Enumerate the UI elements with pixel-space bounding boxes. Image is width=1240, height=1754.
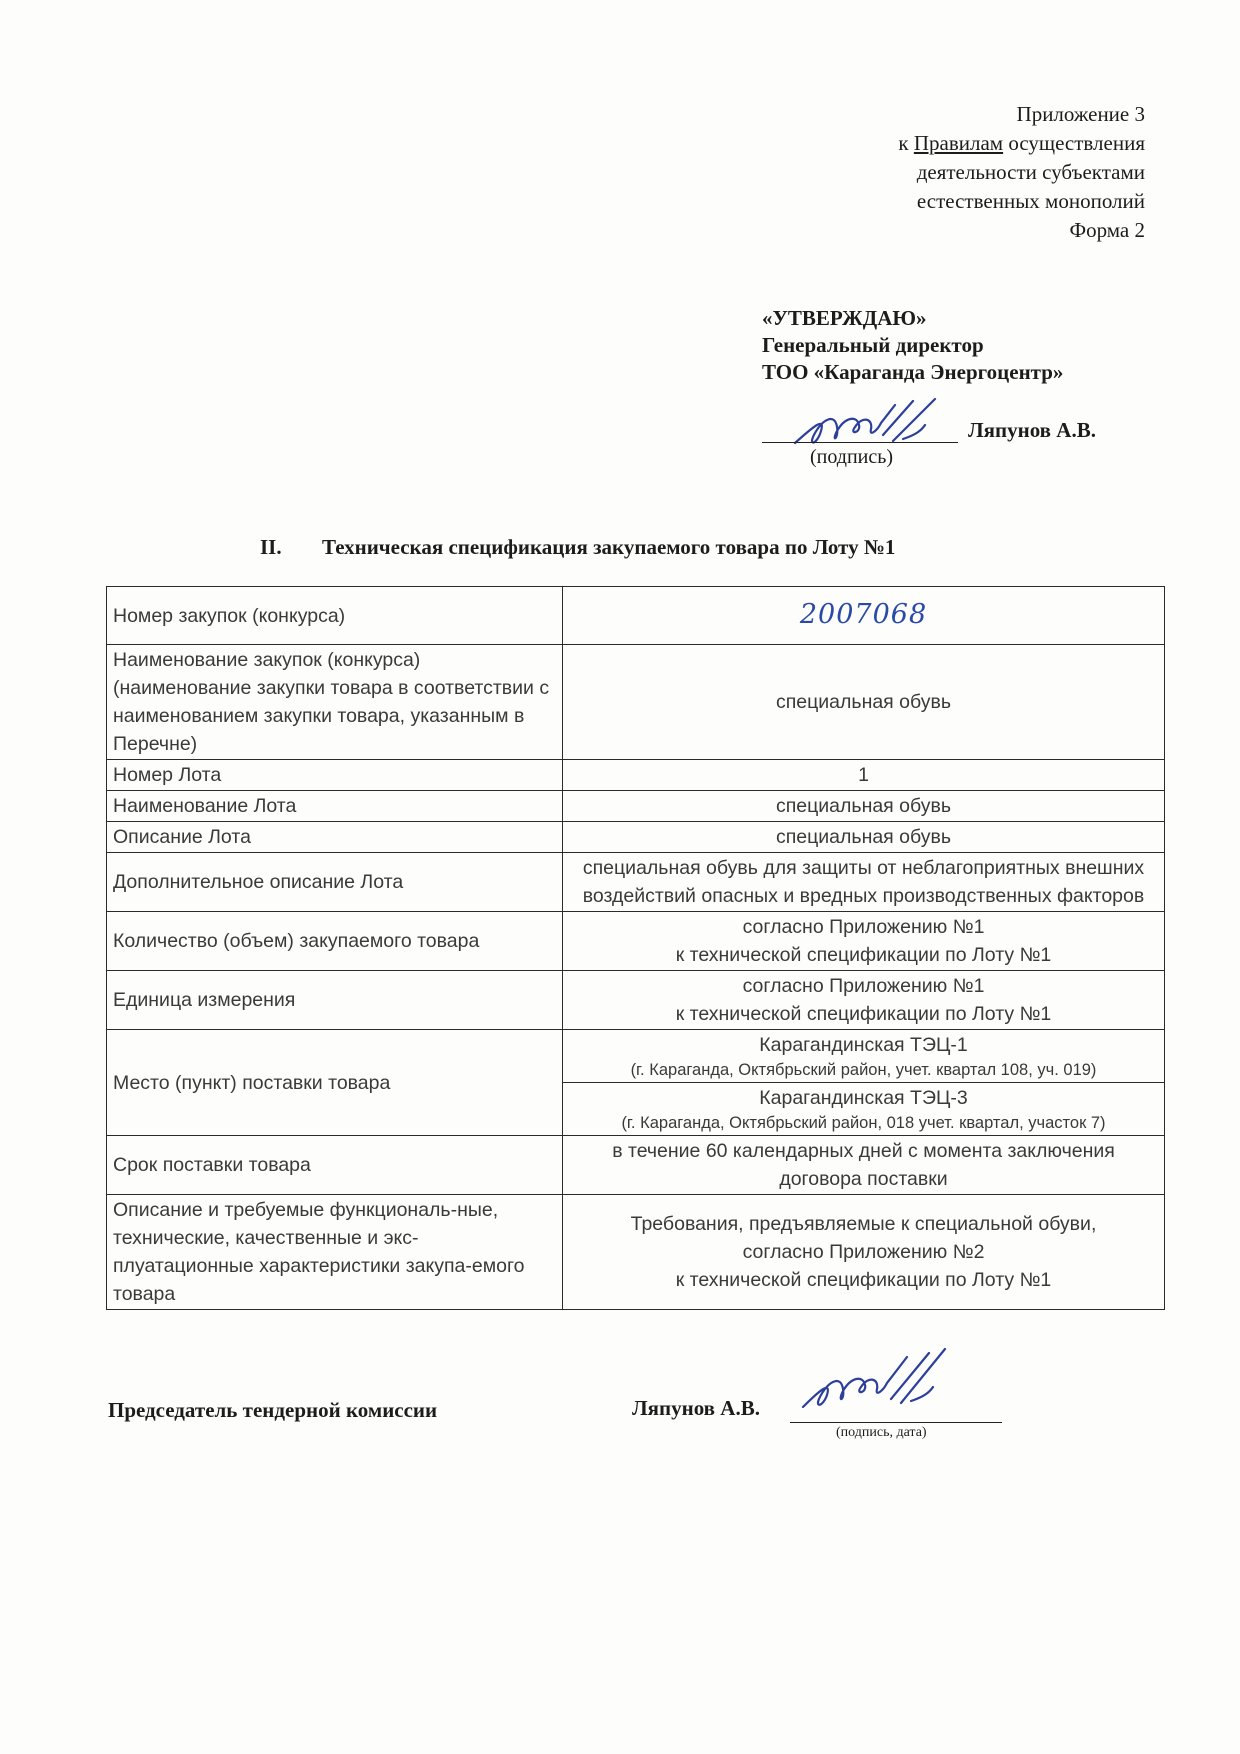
procurement-number-label: Номер закупок (конкурса) (107, 587, 563, 645)
lot-number-value: 1 (563, 760, 1165, 791)
delivery-place-label: Место (пункт) поставки товара (107, 1030, 563, 1136)
lot-extra-description-label: Дополнительное описание Лота (107, 853, 563, 912)
table-row (107, 760, 1165, 791)
appendix-line-4: естественных монополий (916, 189, 1145, 213)
lot-extra-description-value: специальная обувь для защиты от неблагоприятных внешних воздействий опасных и вредных производственных факторов (563, 853, 1165, 912)
section-title: Техническая спецификация закупаемого товара по Лоту №1 (322, 535, 896, 559)
requirements-label: Описание и требуемые функциональ-ные, технические, качественные и экс-плуатационные характеристики закупа-емого товара (107, 1195, 563, 1310)
appendix-reference (898, 100, 1145, 245)
approval-heading: «УТВЕРЖДАЮ» (762, 306, 927, 330)
approver-name: Ляпунов А.В. (968, 418, 1096, 442)
appendix-number: Приложение 3 (1016, 102, 1145, 126)
lot-name-value: специальная обувь (563, 791, 1165, 822)
procurement-number-value (563, 587, 1165, 645)
table-row (107, 645, 1165, 760)
chair-signature-line (790, 1422, 1002, 1423)
table-row (107, 1195, 1165, 1310)
chair-signature-caption: (подпись, дата) (836, 1425, 927, 1440)
unit-label: Единица измерения (107, 971, 563, 1030)
handwritten-number: 2007068 (799, 598, 928, 630)
table-row (107, 791, 1165, 822)
lot-number-label: Номер Лота (107, 760, 563, 791)
approval-block (762, 305, 1063, 386)
unit-value: согласно Приложению №1 к технической спецификации по Лоту №1 (563, 971, 1165, 1030)
chair-signature (795, 1345, 965, 1425)
table-row (107, 853, 1165, 912)
appendix-line-3: деятельности субъектами (916, 160, 1145, 184)
commission-chair-name: Ляпунов А.В. (632, 1396, 760, 1420)
requirements-value: Требования, предъявляемые к специальной обуви, согласно Приложению №2 к технической спецификации по Лоту №1 (563, 1195, 1165, 1310)
delivery-place-1: Карагандинская ТЭЦ-1 (г. Караганда, Октябрьский район, учет. квартал 108, уч. 019) (563, 1030, 1165, 1083)
appendix-rules-line: к Правилам осуществления (898, 131, 1145, 155)
delivery-term-value: в течение 60 календарных дней с момента заключения договора поставки (563, 1136, 1165, 1195)
rules-link[interactable]: Правилам (913, 131, 1004, 155)
table-row (107, 822, 1165, 853)
table-row (107, 912, 1165, 971)
quantity-value: согласно Приложению №1 к технической спецификации по Лоту №1 (563, 912, 1165, 971)
table-row (107, 587, 1165, 645)
section-heading (260, 535, 895, 560)
table-row (107, 1030, 1165, 1083)
procurement-name-value: специальная обувь (563, 645, 1165, 760)
form-number: Форма 2 (1069, 218, 1145, 242)
quantity-label: Количество (объем) закупаемого товара (107, 912, 563, 971)
signature-caption: (подпись) (810, 446, 894, 468)
procurement-name-label: Наименование закупок (конкурса) (наименование закупки товара в соответствии с наименованием закупки товара, указанным в Перечне) (107, 645, 563, 760)
table-row (107, 971, 1165, 1030)
approver-position: Генеральный директор (762, 333, 984, 357)
lot-name-label: Наименование Лота (107, 791, 563, 822)
lot-description-value: специальная обувь (563, 822, 1165, 853)
section-number: II. (260, 535, 282, 559)
commission-chair-label: Председатель тендерной комиссии (108, 1398, 438, 1422)
delivery-term-label: Срок поставки товара (107, 1136, 563, 1195)
approver-company: ТОО «Караганда Энергоцентр» (762, 360, 1064, 384)
table-row (107, 1136, 1165, 1195)
lot-description-label: Описание Лота (107, 822, 563, 853)
signature-line (762, 442, 958, 443)
spec-table (106, 586, 1165, 1310)
delivery-place-2: Карагандинская ТЭЦ-3 (г. Караганда, Октябрьский район, 018 учет. квартал, участок 7) (563, 1083, 1165, 1136)
